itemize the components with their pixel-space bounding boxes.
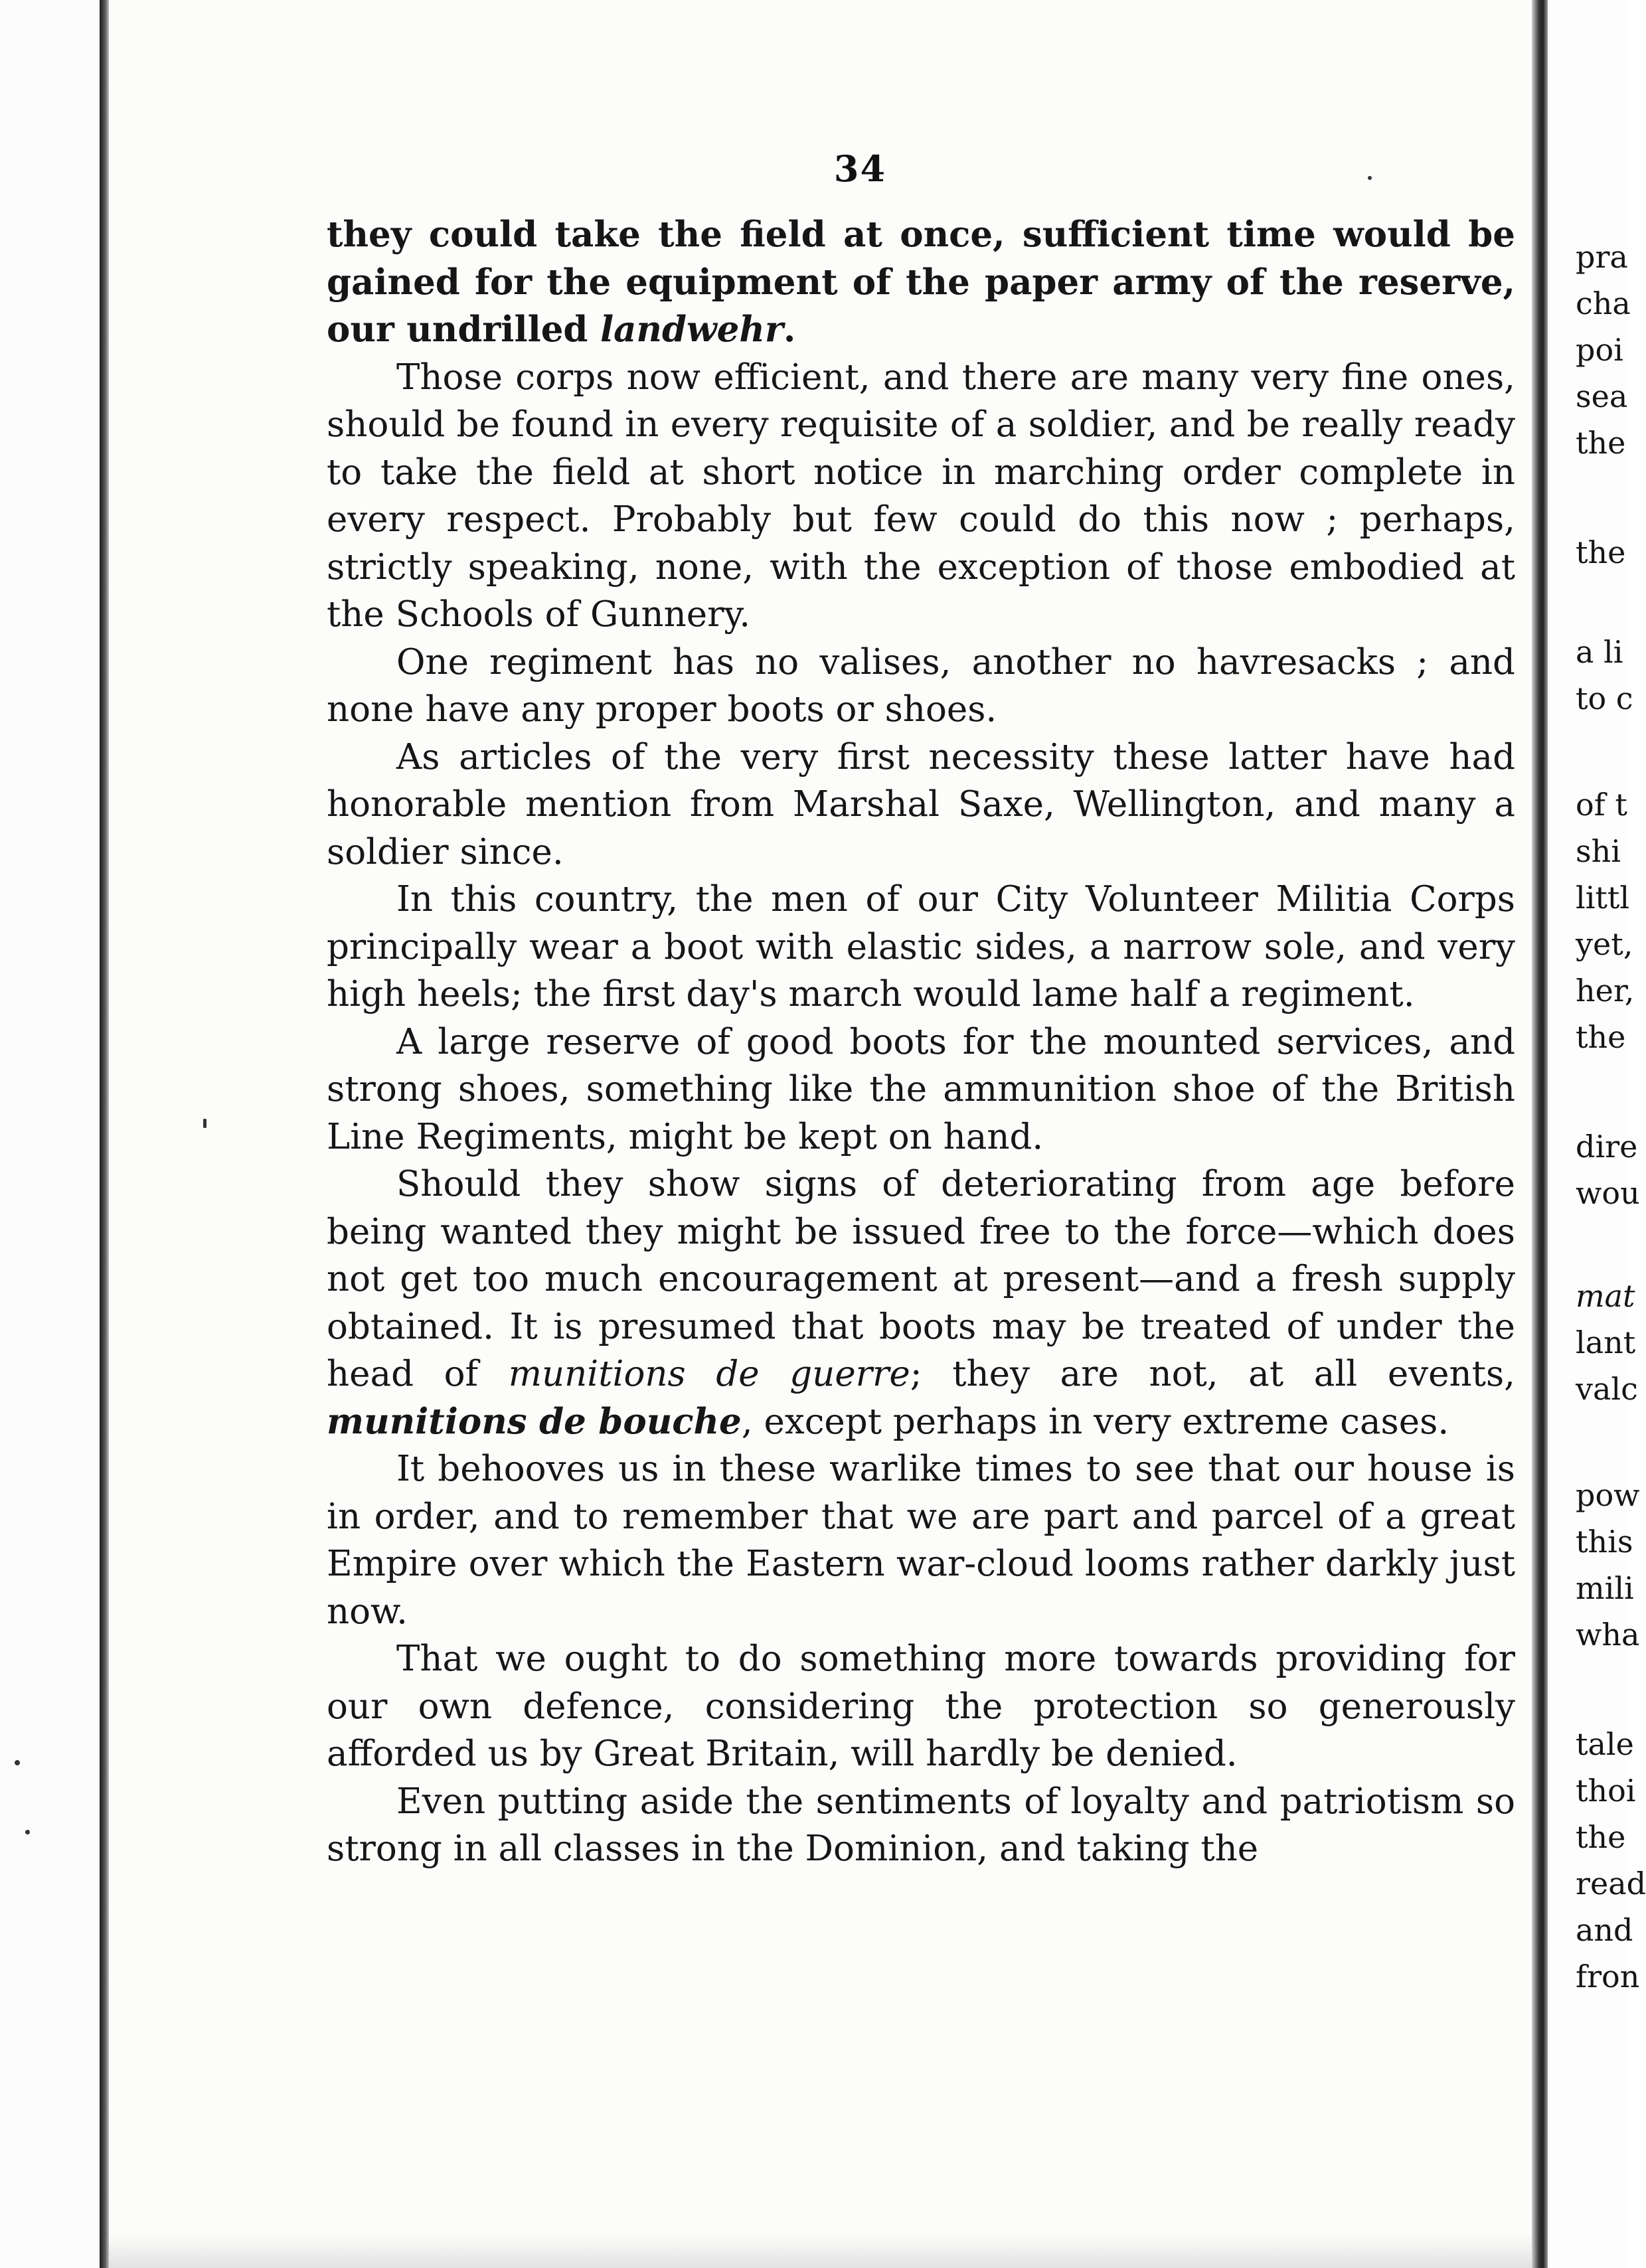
facing-fragment: wou xyxy=(1576,1175,1640,1211)
facing-fragment: yet, xyxy=(1576,926,1633,962)
paragraph-8: It behooves us in these warlike times to see that our house is in order, and to remember that we are part and parcel of a great Empire over which the Eastern war-cloud looms rather darkly just now. xyxy=(327,1449,1515,1632)
facing-fragment: the xyxy=(1576,425,1626,461)
page-number: 34 xyxy=(833,147,887,190)
paragraph-7-italic-1: munitions de guerre xyxy=(508,1354,910,1394)
left-binding-edge xyxy=(100,0,109,2268)
scan-speck xyxy=(15,1760,20,1765)
facing-fragment: sea xyxy=(1576,378,1628,414)
paragraph-7-text: Should they show signs of deteriorating from age before being wanted they might be issued free to the force—which does not get too much encouragement at present—and a fresh supply obtained. It is presumed that boots may be treated of under the head of xyxy=(327,1164,1515,1394)
scan-speck xyxy=(203,1119,206,1128)
paragraph-6: A large reserve of good boots for the mounted services, and strong shoes, something like the ammunition shoe of the British Line Regiments, might be kept on hand. xyxy=(327,1021,1515,1157)
facing-fragment: mili xyxy=(1576,1570,1634,1606)
paragraph-1-text: they could take the field at once, sufficient time would be gained for the equipment of the paper army of the reserve, our undrilled xyxy=(327,214,1515,350)
book-gutter xyxy=(1532,0,1548,2268)
paragraph-10: Even putting aside the sentiments of loyalty and patriotism so strong in all classes in the Dominion, and taking the xyxy=(327,1781,1515,1869)
paragraph-1-end: . xyxy=(783,309,796,350)
paragraph-7-end: , except perhaps in very extreme cases. xyxy=(741,1401,1449,1442)
paragraph-1 xyxy=(327,211,1515,354)
page-bottom-edge xyxy=(109,2234,1532,2268)
facing-fragment: the xyxy=(1576,1019,1626,1055)
facing-fragment: mat xyxy=(1576,1278,1635,1314)
scan-left-margin xyxy=(0,0,100,2268)
paragraph-7-middle: ; they are not, at all events, xyxy=(910,1354,1516,1394)
paragraph-2: Those corps now efficient, and there are many very fine ones, should be found in every requisite of a soldier, and be really ready to take the field at short notice in marching order complete in every respect. Probably but few could do this now ; perhaps, strictly speaking, none, with the exception of those embodied at the Schools of Gunnery. xyxy=(327,357,1515,635)
facing-fragment: dire xyxy=(1576,1129,1638,1165)
facing-fragment: the xyxy=(1576,1819,1626,1855)
scan-speck xyxy=(25,1830,30,1834)
paragraph-9: That we ought to do something more towards providing for our own defence, considering the protection so generously afforded us by Great Britain, will hardly be denied. xyxy=(327,1639,1515,1774)
facing-fragment: the xyxy=(1576,534,1626,570)
scan-speck xyxy=(1368,176,1372,180)
paragraph-7-italic-2: munitions de bouche xyxy=(327,1400,742,1442)
facing-fragment: poi xyxy=(1576,332,1623,368)
facing-fragment: read xyxy=(1576,1866,1646,1902)
paragraph-3: One regiment has no valises, another no havresacks ; and none have any proper boots or shoes. xyxy=(327,641,1515,730)
facing-fragment: fron xyxy=(1576,1959,1640,1994)
facing-fragment: this xyxy=(1576,1524,1633,1560)
facing-fragment: cha xyxy=(1576,285,1631,321)
facing-fragment: her, xyxy=(1576,973,1635,1009)
facing-fragment: to c xyxy=(1576,681,1633,716)
facing-fragment: littl xyxy=(1576,880,1630,916)
facing-fragment: lant xyxy=(1576,1325,1636,1360)
paragraph-4: As articles of the very first necessity these latter have had honorable mention from Marshal Saxe, Wellington, and many a soldier since. xyxy=(327,736,1515,872)
facing-fragment: and xyxy=(1576,1912,1633,1948)
facing-fragment: valc xyxy=(1576,1371,1638,1407)
facing-fragment: thoi xyxy=(1576,1773,1636,1809)
facing-fragment: a li xyxy=(1576,634,1623,670)
facing-fragment: pow xyxy=(1576,1477,1640,1513)
facing-fragment: tale xyxy=(1576,1726,1634,1762)
facing-fragment: shi xyxy=(1576,833,1621,869)
paragraph-7 xyxy=(327,1161,1515,1445)
facing-fragment: of t xyxy=(1576,787,1627,823)
facing-fragment: pra xyxy=(1576,239,1628,275)
page-body-text xyxy=(327,211,1515,1873)
paragraph-5: In this country, the men of our City Volunteer Militia Corps principally wear a boot with elastic sides, a narrow sole, and very high heels; the first day's march would lame half a regiment. xyxy=(327,879,1515,1014)
facing-fragment: wha xyxy=(1576,1617,1640,1653)
paragraph-1-italic: landwehr xyxy=(600,309,783,350)
